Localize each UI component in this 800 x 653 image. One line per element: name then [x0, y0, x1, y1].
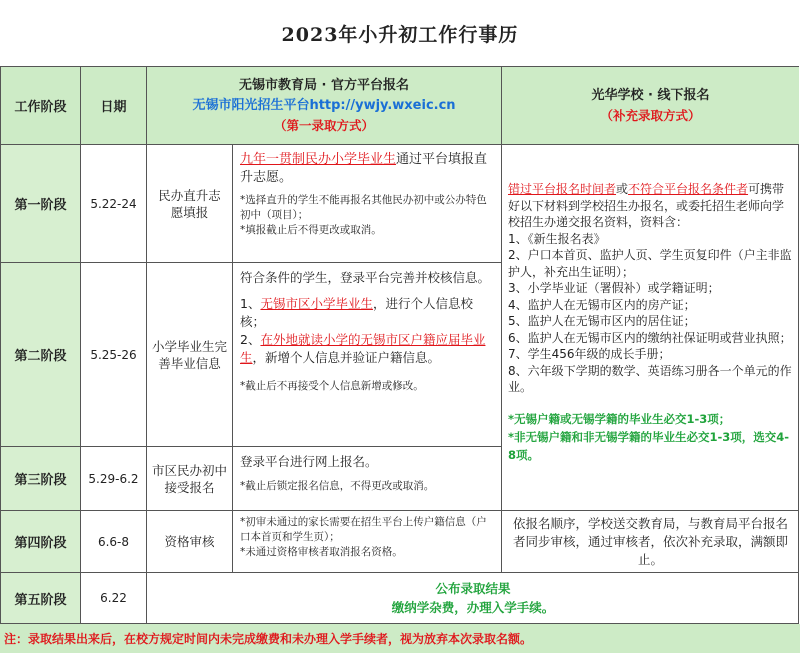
desc-1-highlight: 九年一贯制民办小学毕业生 [240, 152, 397, 167]
date-2: 5.25-26 [81, 263, 147, 447]
offline-list-item-4: 4、监护人在无锡市区内的房产证； [508, 297, 696, 312]
result-line2: 缴纳学杂费，办理入学手续。 [391, 600, 555, 615]
date-1: 5.22-24 [81, 145, 147, 263]
desc-2-p1-prefix: 1、 [240, 296, 261, 311]
desc-2-p2-highlight: 在外地就读小学的无锡市区户籍应届毕业生 [240, 332, 486, 365]
offline-list-item-2: 2、户口本首页、监护人页、学生页复印件（户主非监护人，补充出生证明）； [508, 248, 792, 279]
offline-list-item-3: 3、小学毕业证（署假补）或学籍证明； [508, 281, 720, 295]
online-title: 无锡市教育局 · 官方平台报名 [239, 77, 409, 93]
desc-2-point2 [240, 331, 494, 367]
desc-1-note1: *选择直升的学生不能再报名其他民办初中或公办特色初中（项目）； [240, 194, 487, 221]
offline-list-item-8: 8、六年级下学期的数学、英语练习册各一个单元的作业。 [508, 363, 792, 394]
desc-2-p2-rest: ，新增个人信息并验证户籍信息。 [252, 350, 441, 365]
offline-stage4: 依报名顺序，学校送交教育局，与教育局平台报名者同步审核，通过审核者，依次补充录取，满额即止。 [502, 511, 799, 573]
desc-2-p2-prefix: 2、 [240, 332, 261, 347]
desc-1-rest: 通过平台填报直升志愿。 [240, 152, 488, 185]
offline-intro [508, 181, 793, 231]
header-offline [502, 67, 799, 145]
desc-3 [233, 447, 502, 511]
desc-1 [233, 145, 502, 263]
online-url: 无锡市阳光招生平台http://ywjy.wxeic.cn [192, 97, 456, 113]
offline-list-item-1: 1、《新生报名表》 [508, 231, 606, 246]
offline-red1: 错过平台报名时间者 [508, 182, 617, 196]
desc-2-intro: 符合条件的学生，登录平台完善并校核信息。 [240, 270, 491, 285]
desc-3-main: 登录平台进行网上报名。 [240, 454, 378, 469]
offline-red2: 不符合平台报名条件者 [628, 182, 749, 196]
offline-list-item-6: 6、监护人在无锡市区内的缴纳社保证明或营业执照； [508, 330, 792, 345]
offline-green2: *非无锡户籍和非无锡学籍的毕业生必交1-3项，选交4-8项。 [508, 429, 790, 462]
date-5: 6.22 [81, 573, 147, 623]
schedule-table [0, 66, 799, 624]
offline-title: 光华学校 · 线下报名 [591, 87, 710, 103]
offline-mid1: 或 [616, 182, 629, 196]
desc-4 [233, 511, 502, 573]
stage-2: 第二阶段 [1, 263, 81, 447]
desc-2-note: *截止后不再接受个人信息新增或修改。 [240, 380, 424, 392]
desc-2-p1-highlight: 无锡市区小学毕业生 [260, 296, 373, 311]
header-stage: 工作阶段 [1, 67, 81, 145]
result-line1: 公布录取结果 [435, 581, 511, 596]
desc-1-main [240, 151, 494, 187]
footnote: 注：录取结果出来后，在校方规定时间内未完成缴费和未办理入学手续者，视为放弃本次录取名额。 [0, 624, 800, 653]
item-1: 民办直升志愿填报 [147, 145, 233, 263]
online-method: （第一录取方式） [273, 117, 374, 133]
stage-4: 第四阶段 [1, 511, 81, 573]
offline-green1: *无锡户籍或无锡学籍的毕业生必交1-3项； [508, 411, 731, 426]
header-date: 日期 [81, 67, 147, 145]
page-title: 2023年小升初工作行事历 [281, 23, 519, 46]
stage-1: 第一阶段 [1, 145, 81, 263]
desc-2-p1-rest: ，进行个人信息校核； [240, 296, 473, 329]
offline-requirements [502, 145, 799, 511]
offline-rest: 可携带好以下材料到学校招生办报名，或委托招生老师向学校招生办递交报名资料，资料含： [508, 182, 785, 229]
stage-3: 第三阶段 [1, 447, 81, 511]
desc-4-note2: *未通过资格审核者取消报名资格。 [240, 546, 403, 558]
date-4: 6.6-8 [81, 511, 147, 573]
desc-1-note2: *填报截止后不得更改或取消。 [240, 224, 382, 236]
stage-5: 第五阶段 [1, 573, 81, 623]
offline-method: （补充录取方式） [600, 107, 701, 123]
date-3: 5.29-6.2 [81, 447, 147, 511]
item-2: 小学毕业生完善毕业信息 [147, 263, 233, 447]
desc-2 [233, 263, 502, 447]
offline-list-item-5: 5、监护人在无锡市区内的居住证； [508, 314, 696, 328]
desc-3-note: *截止后锁定报名信息，不得更改或取消。 [240, 480, 435, 492]
offline-list-item-7: 7、学生456年级的成长手册； [508, 347, 671, 361]
item-4: 资格审核 [147, 511, 233, 573]
header-online [147, 67, 502, 145]
desc-2-point1 [240, 295, 494, 331]
item-3: 市区民办初中接受报名 [147, 447, 233, 511]
desc-4-note1: *初审未通过的家长需要在招生平台上传户籍信息（户口本首页和学生页）； [240, 516, 487, 543]
result-cell [147, 573, 799, 623]
